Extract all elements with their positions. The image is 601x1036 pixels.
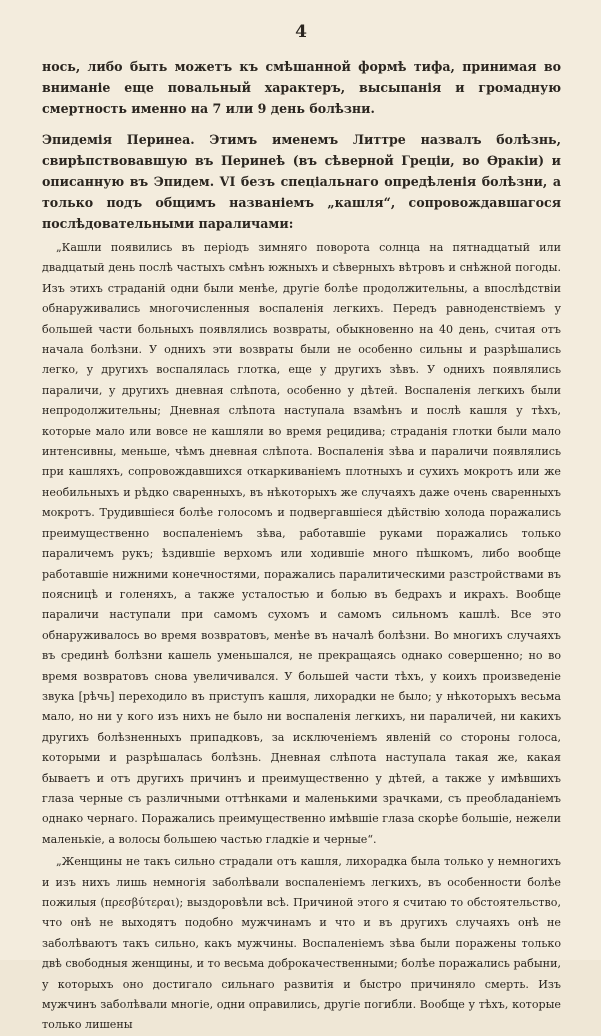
intro-paragraph: нось, либо быть можетъ къ смѣшанной формѣ тифа, принимая во вниманіе еще повальный характеръ, высыпанія и громадную смертность именно на 7 или 9 день болѣзни. [42, 59, 561, 116]
section-paragraph [42, 129, 561, 234]
section-body: Этимъ именемъ Литтре назвалъ болѣзнь, свирѣпствовавшую въ Перинеѣ (въ сѣверной Греціи, во Ѳракіи) и описанную въ Эпидем. VI безъ спеціальнаго опредѣленія болѣзни, а только подъ общимъ названіемъ „кашля“, сопровождавшагося послѣдовательными параличами: [42, 132, 561, 231]
page-number: 4 [295, 22, 308, 42]
quote-paragraph-1: „Кашли появились въ періодъ зимняго поворота солнца на пятнадцатый или двадцатый день послѣ частыхъ смѣнъ южныхъ и сѣверныхъ вѣтровъ и снѣжной погоды. Изъ этихъ страданій одни были менѣе, другіе болѣе продолжительны, а впослѣдствіи обнаруживались многочисленныя воспаленія легкихъ. Передъ равноденствіемъ у большей части больныхъ появлялись возвраты, обыкновенно на 40 день, считая отъ начала болѣзни. У однихъ эти возвраты были не особенно сильны и разрѣшались легко, у другихъ воспалялась глотка, еще у другихъ зѣвъ. У однихъ появлялись параличи, у другихъ дневная слѣпота, особенно у дѣтей. Воспаленія легкихъ были непродолжительны; Дневная слѣпота наступала взамѣнъ и послѣ кашля у тѣхъ, которые мало или вовсе не кашляли во время рецидива; страданія глотки были мало интенсивны, меньше, чѣмъ дневная слѣпота. Воспаленія зѣва и параличи появлялись при кашляхъ, сопровождавшихся откаркиваніемъ плотныхъ и сухихъ мокротъ или же необильныхъ и рѣдко сваренныхъ, въ нѣкоторыхъ же случаяхъ даже очень сваренныхъ мокротъ. Трудившіеся болѣе голосомъ и подвергавшіеся дѣйствію холода поражались преимущественно воспаленіемъ зѣва, работавшіе руками поражались только параличемъ рукъ; ѣздившіе верхомъ или ходившіе много пѣшкомъ, либо вообще работавшіе нижними конечностями, поражались паралитическими разстройствами въ поясницѣ и голеняхъ, а также усталостью и болью въ бедрахъ и икрахъ. Вообще параличи наступали при самомъ сухомъ и самомъ сильномъ кашлѣ. Все это обнаруживалось во время возвратовъ, менѣе въ началѣ болѣзни. Во многихъ случаяхъ въ срединѣ болѣзни кашель уменьшался, не прекращаясь однако совершенно; но во время возвратовъ снова увеличивался. У большей части тѣхъ, у коихъ произведеніе звука [рѣчь] переходило въ приступъ кашля, лихорадки не было; у нѣкоторыхъ весьма мало, но ни у кого изъ нихъ не было ни воспаленія легкихъ, ни параличей, ни какихъ другихъ болѣзненныхъ припадковъ, за исключеніемъ явленій со стороны голоса, которыми и разрѣшалась болѣзнь. Дневная слѣпота наступала такая же, какая бываетъ и отъ другихъ причинъ и преимущественно у дѣтей, а также у имѣвшихъ глаза черные съ различными оттѣнками и маленькими зрачками, съ преобладаніемъ однако чернаго. Поражались преимущественно имѣвшіе глаза скорѣе большіе, нежели маленькіе, а волосы большею частью гладкіе и черные“. [42, 241, 561, 846]
section-heading: Эпидемія Перинеа. [42, 132, 195, 147]
quote-paragraph-2: „Женщины не такъ сильно страдали отъ кашля, лихорадка была только у немногихъ и изъ нихъ лишь немногія заболѣвали воспаленіемъ легкихъ, въ особенности болѣе пожилыя (πρεσβύτεραι); выздоровѣли всѣ. Причиной этого я считаю то обстоятельство, что онѣ не выходятъ подобно мужчинамъ и что и въ другихъ случаяхъ онѣ не заболѣваютъ такъ сильно, какъ мужчины. Воспаленіемъ зѣва были поражены только двѣ свободныя женщины, и то весьма доброкачественными; болѣе поражались рабыни, у которыхъ оно достигало сильнаго развитія и быстро причиняло смерть. Изъ мужчинъ заболѣвали многіе, одни оправились, другіе погибли. Вообще у тѣхъ, которые только лишены [42, 855, 561, 1032]
